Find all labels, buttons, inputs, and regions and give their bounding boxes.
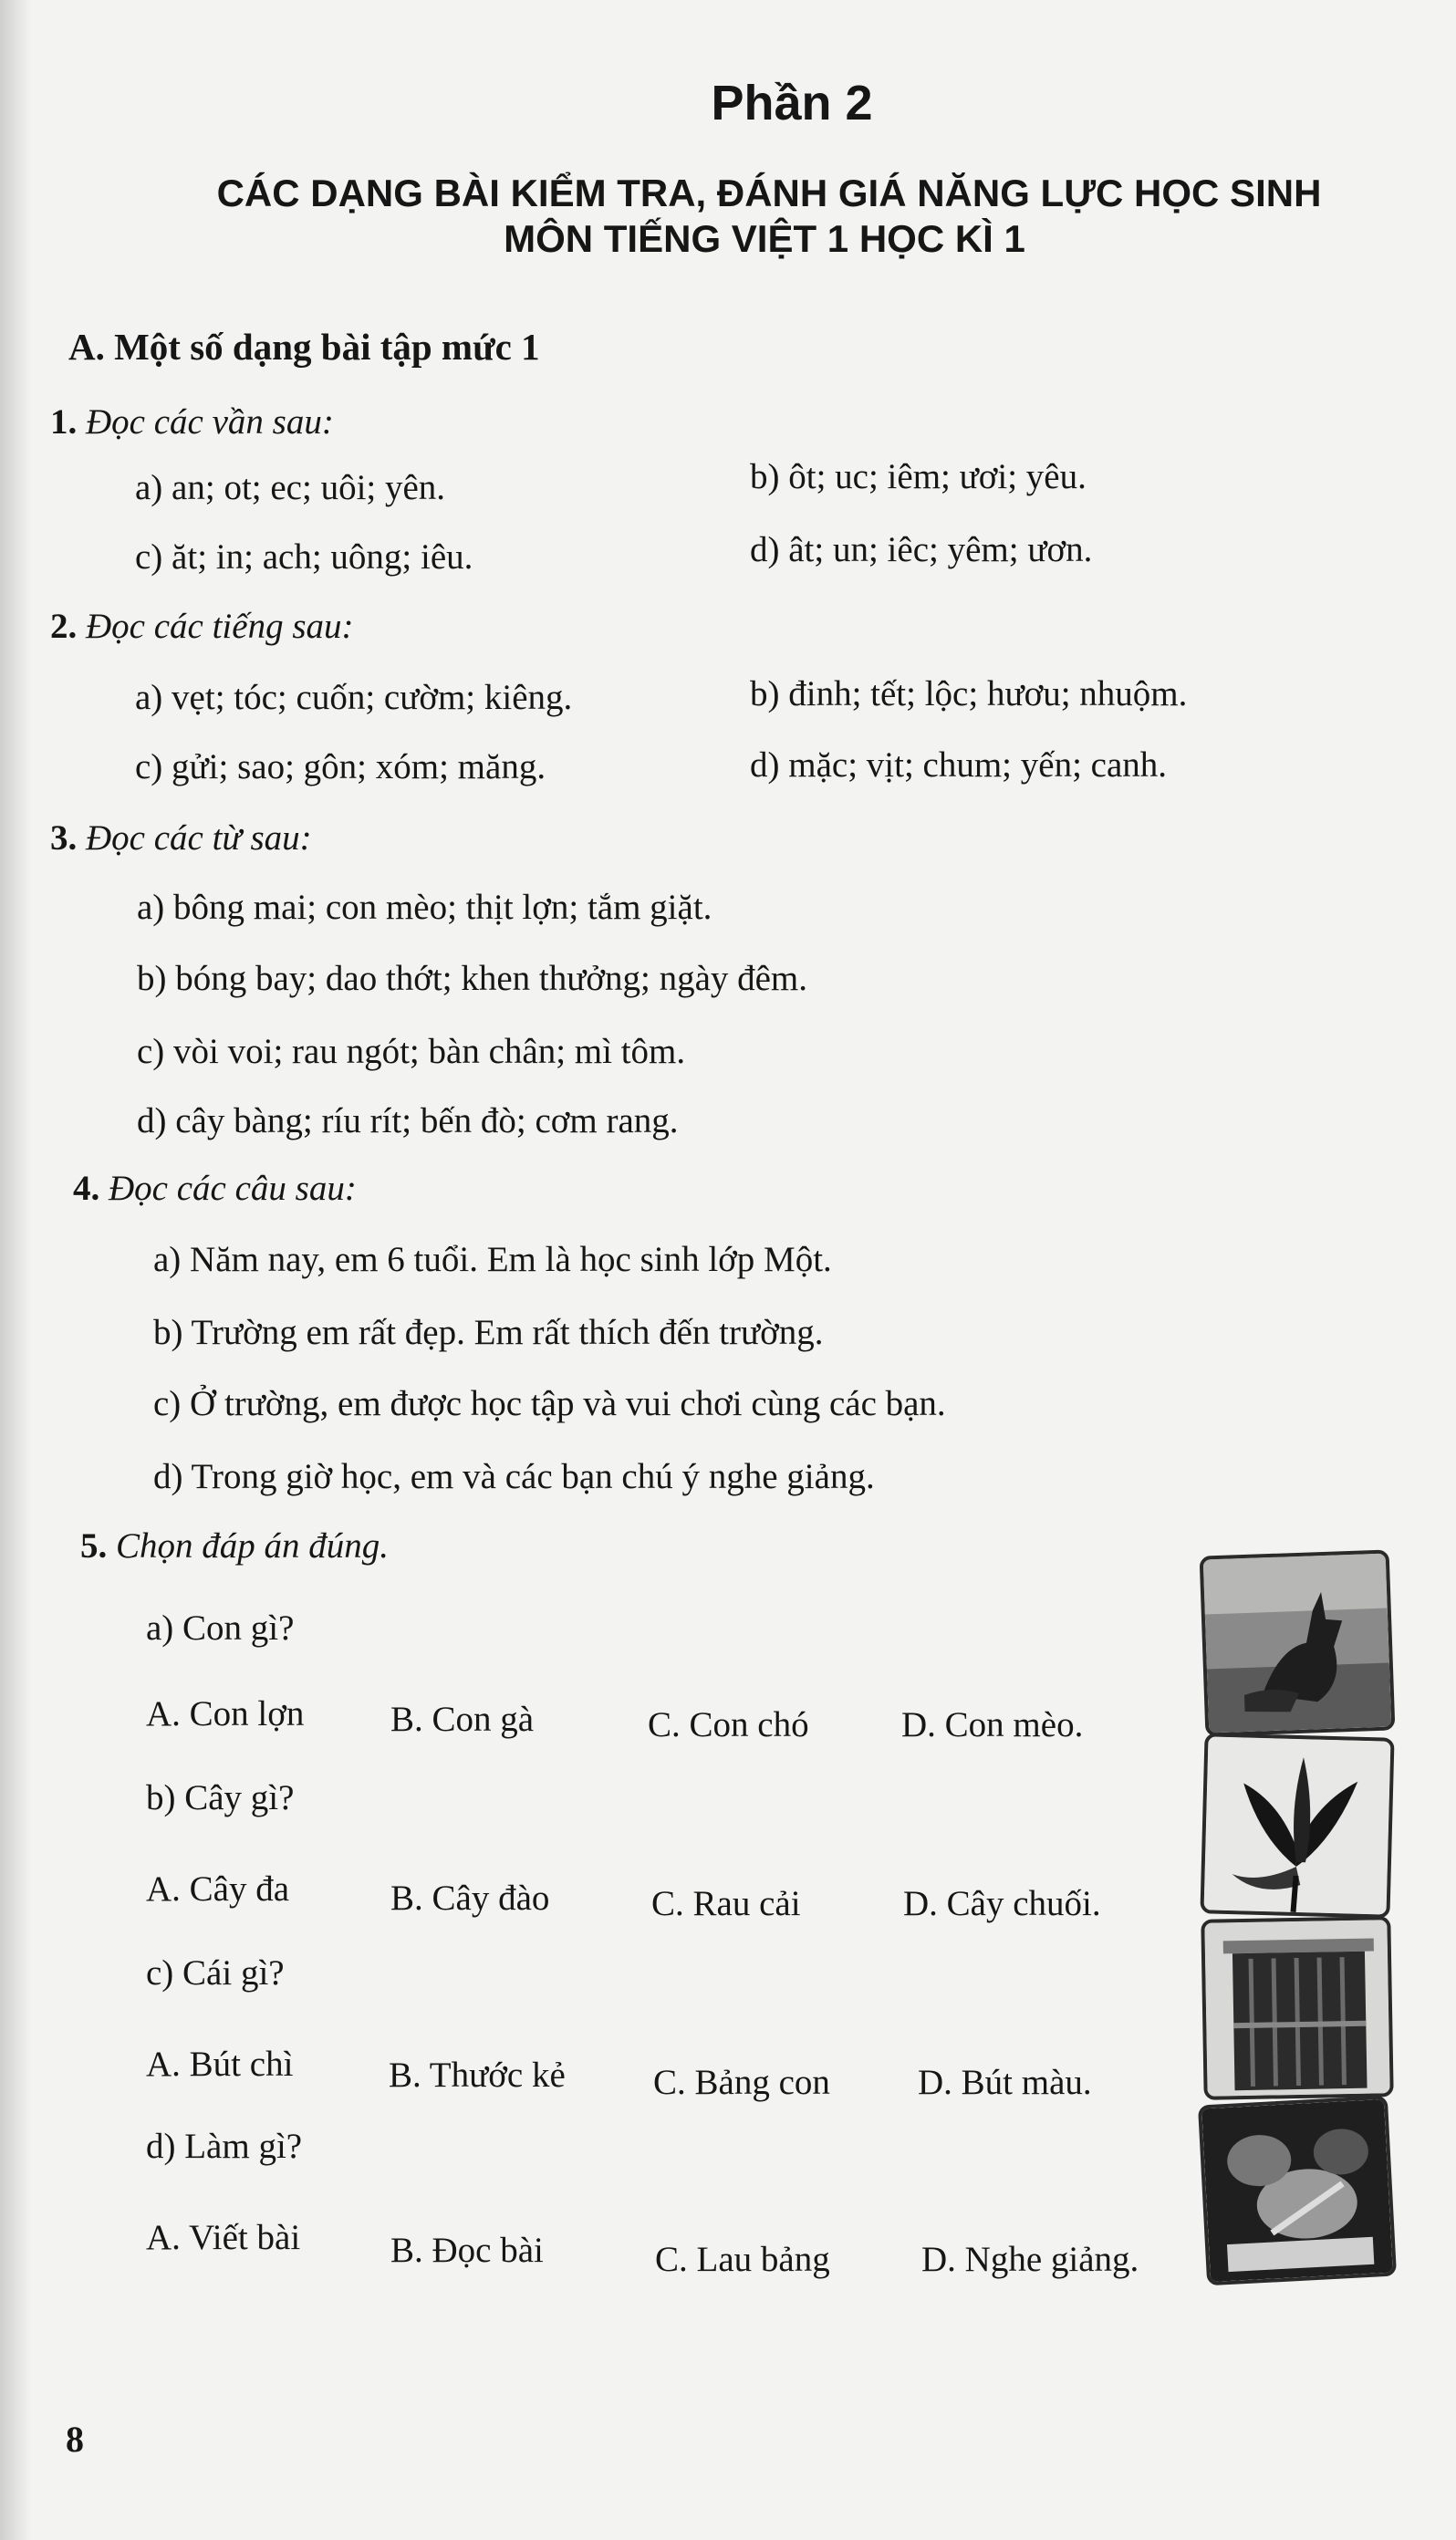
- q1-item-a: a) an; ot; ec; uôi; yên.: [135, 468, 446, 507]
- q5-number: 5.: [80, 1526, 108, 1566]
- part-heading: Phần 2: [711, 76, 873, 130]
- q4-heading: [73, 1168, 357, 1209]
- q5a-option-d: D. Con mèo.: [901, 1705, 1084, 1744]
- pencil-cup-image: [1204, 1920, 1389, 2096]
- q5-heading: [80, 1525, 389, 1567]
- q2-number: 2.: [50, 607, 78, 646]
- dog-photo: [1200, 1549, 1396, 1736]
- q4-item-d: d) Trong giờ học, em và các bạn chú ý nghe giảng.: [153, 1457, 875, 1496]
- q4-item-c: c) Ở trường, em được học tập và vui chơi cùng các bạn.: [153, 1384, 946, 1423]
- title-line-1: CÁC DẠNG BÀI KIỂM TRA, ĐÁNH GIÁ NĂNG LỰC HỌC SINH: [216, 172, 1322, 214]
- q3-item-d: d) cây bàng; ríu rít; bến đò; cơm rang.: [137, 1101, 679, 1140]
- q5d-option-c: C. Lau bảng: [655, 2240, 830, 2279]
- q5d-question: d) Làm gì?: [146, 2127, 303, 2166]
- q3-number: 3.: [50, 818, 78, 858]
- q5d-option-a: A. Viết bài: [146, 2218, 301, 2257]
- page-edge-shadow: [0, 0, 31, 2540]
- q2-item-a: a) vẹt; tóc; cuốn; cườm; kiêng.: [135, 678, 573, 717]
- flower-photo: [1200, 1733, 1394, 1918]
- title-line-2: MÔN TIẾNG VIỆT 1 HỌC KÌ 1: [504, 217, 1025, 260]
- q2-heading: [50, 606, 354, 647]
- section-a-heading: A. Một số dạng bài tập mức 1: [68, 326, 540, 368]
- q4-item-b: b) Trường em rất đẹp. Em rất thích đến trường.: [153, 1313, 824, 1352]
- q1-heading: [50, 401, 334, 442]
- q5b-option-b: B. Cây đào: [390, 1879, 550, 1918]
- q4-prompt: Đọc các câu sau:: [109, 1169, 357, 1208]
- q1-number: 1.: [50, 402, 78, 442]
- q5b-option-d: D. Cây chuối.: [903, 1884, 1101, 1923]
- q5a-question: a) Con gì?: [146, 1608, 295, 1648]
- q5b-option-a: A. Cây đa: [146, 1869, 290, 1909]
- q5b-option-c: C. Rau cải: [651, 1884, 801, 1923]
- q5d-option-b: B. Đọc bài: [390, 2231, 544, 2270]
- q2-item-c: c) gửi; sao; gôn; xóm; măng.: [135, 747, 546, 786]
- writing-image: [1201, 2099, 1393, 2282]
- q4-item-a: a) Năm nay, em 6 tuổi. Em là học sinh lớp Một.: [153, 1240, 832, 1279]
- q5a-option-a: A. Con lợn: [146, 1694, 305, 1733]
- q5c-option-c: C. Bảng con: [653, 2063, 830, 2102]
- q3-prompt: Đọc các từ sau:: [86, 818, 312, 858]
- q4-number: 4.: [73, 1169, 100, 1208]
- writing-photo: [1198, 2096, 1397, 2286]
- q5c-question: c) Cái gì?: [146, 1953, 285, 1993]
- q1-item-b: b) ôt; uc; iêm; ươi; yêu.: [750, 457, 1087, 496]
- page-number: 8: [66, 2419, 84, 2460]
- q5d-option-d: D. Nghe giảng.: [921, 2240, 1139, 2279]
- q5c-option-a: A. Bút chì: [146, 2045, 294, 2084]
- q1-item-d: d) ât; un; iêc; yêm; ươn.: [750, 530, 1093, 569]
- q1-item-c: c) ăt; in; ach; uông; iêu.: [135, 537, 473, 577]
- q2-item-d: d) mặc; vịt; chum; yến; canh.: [750, 745, 1168, 785]
- q5b-question: b) Cây gì?: [146, 1778, 295, 1817]
- q3-item-a: a) bông mai; con mèo; thịt lợn; tắm giặt.: [137, 888, 712, 927]
- q5a-option-c: C. Con chó: [648, 1705, 809, 1744]
- flower-image: [1204, 1736, 1391, 1914]
- q5-prompt: Chọn đáp án đúng.: [116, 1526, 390, 1566]
- q5a-option-b: B. Con gà: [390, 1700, 535, 1739]
- q2-item-b: b) đinh; tết; lộc; hươu; nhuộm.: [750, 674, 1188, 713]
- q3-heading: [50, 817, 312, 859]
- q5c-option-b: B. Thước kẻ: [389, 2056, 566, 2095]
- q1-prompt: Đọc các vần sau:: [86, 402, 334, 442]
- pencil-cup-photo: [1201, 1916, 1393, 2100]
- q3-item-b: b) bóng bay; dao thớt; khen thưởng; ngày đêm.: [137, 959, 808, 998]
- dog-image: [1203, 1554, 1392, 1733]
- q3-item-c: c) vòi voi; rau ngót; bàn chân; mì tôm.: [137, 1032, 686, 1071]
- q5c-option-d: D. Bút màu.: [918, 2063, 1092, 2102]
- q2-prompt: Đọc các tiếng sau:: [86, 607, 354, 646]
